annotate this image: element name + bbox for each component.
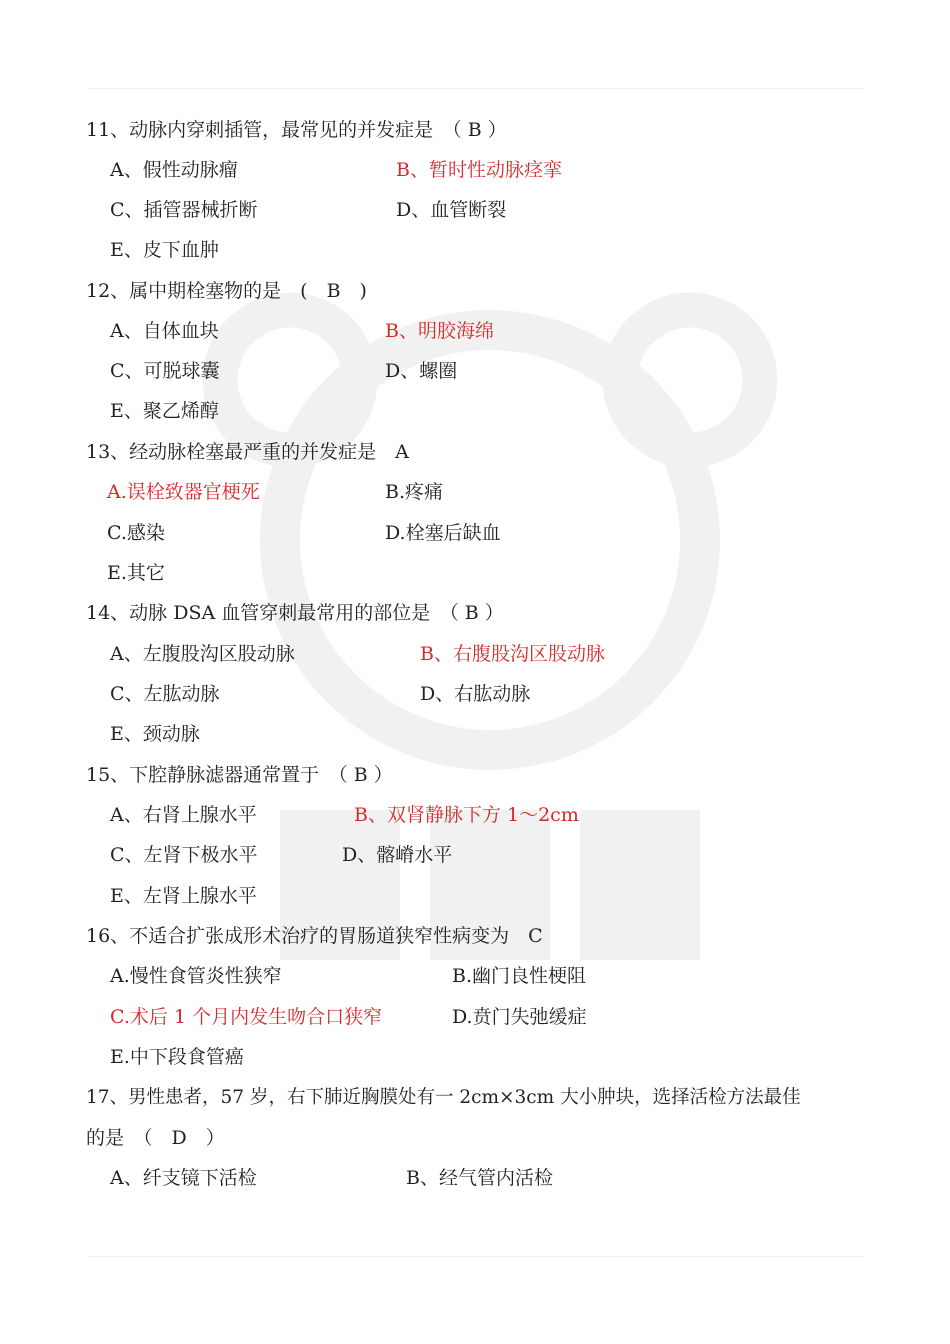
option-14-c: C、左肱动脉 — [110, 683, 220, 705]
option-12-b-answer: B、明胶海绵 — [385, 320, 494, 342]
option-15-b-answer: B、双肾静脉下方 1～2cm — [354, 804, 579, 826]
header-rule — [88, 88, 863, 89]
option-13-c: C.感染 — [107, 522, 165, 544]
option-14-e: E、颈动脉 — [110, 723, 200, 745]
option-11-e: E、皮下血肿 — [110, 239, 219, 261]
question-stem-13: 13、经动脉栓塞最严重的并发症是 A — [86, 441, 409, 463]
option-12-e: E、聚乙烯醇 — [110, 400, 219, 422]
question-stem-11: 11、动脉内穿刺插管，最常见的并发症是 （ B ） — [86, 119, 507, 141]
option-17-b: B、经气管内活检 — [406, 1167, 553, 1189]
question-stem-17-line2: 的是 （ D ） — [86, 1127, 225, 1149]
option-11-d: D、血管断裂 — [396, 199, 507, 221]
option-13-e: E.其它 — [107, 562, 165, 584]
question-stem-15: 15、下腔静脉滤器通常置于 （ B ） — [86, 764, 393, 786]
option-12-c: C、可脱球囊 — [110, 360, 220, 382]
option-15-a: A、右肾上腺水平 — [110, 804, 257, 826]
question-stem-12: 12、属中期栓塞物的是 ( B ) — [86, 280, 367, 302]
option-16-d: D.贲门失弛缓症 — [452, 1006, 587, 1028]
option-15-d: D、髂嵴水平 — [342, 844, 453, 866]
watermark-logo — [200, 290, 780, 990]
option-17-a: A、纤支镜下活检 — [110, 1167, 257, 1189]
option-11-a: A、假性动脉瘤 — [110, 159, 238, 181]
option-12-d: D、螺圈 — [385, 360, 458, 382]
option-13-d: D.栓塞后缺血 — [385, 522, 501, 544]
option-16-c-answer: C.术后 1 个月内发生吻合口狭窄 — [110, 1006, 383, 1028]
option-11-c: C、插管器械折断 — [110, 199, 258, 221]
option-13-a-answer: A.误栓致器官梗死 — [107, 481, 260, 503]
question-stem-16: 16、不适合扩张成形术治疗的胃肠道狭窄性病变为 C — [86, 925, 543, 947]
option-16-e: E.中下段食管癌 — [110, 1046, 244, 1068]
question-stem-17-line1: 17、男性患者，57 岁，右下肺近胸膜处有一 2cm×3cm 大小肿块，选择活检方法最佳 — [86, 1087, 801, 1108]
option-12-a: A、自体血块 — [110, 320, 219, 342]
footer-rule — [88, 1256, 863, 1257]
option-11-b-answer: B、暂时性动脉痉挛 — [396, 159, 562, 181]
option-14-a: A、左腹股沟区股动脉 — [110, 643, 295, 665]
option-14-b-answer: B、右腹股沟区股动脉 — [420, 643, 605, 665]
option-16-a: A.慢性食管炎性狭窄 — [110, 965, 282, 987]
option-13-b: B.疼痛 — [385, 481, 444, 503]
option-15-e: E、左肾上腺水平 — [110, 885, 257, 907]
option-15-c: C、左肾下极水平 — [110, 844, 258, 866]
question-stem-14: 14、动脉 DSA 血管穿刺最常用的部位是 （ B ） — [86, 602, 504, 624]
option-16-b: B.幽门良性梗阻 — [452, 965, 587, 987]
option-14-d: D、右肱动脉 — [420, 683, 531, 705]
